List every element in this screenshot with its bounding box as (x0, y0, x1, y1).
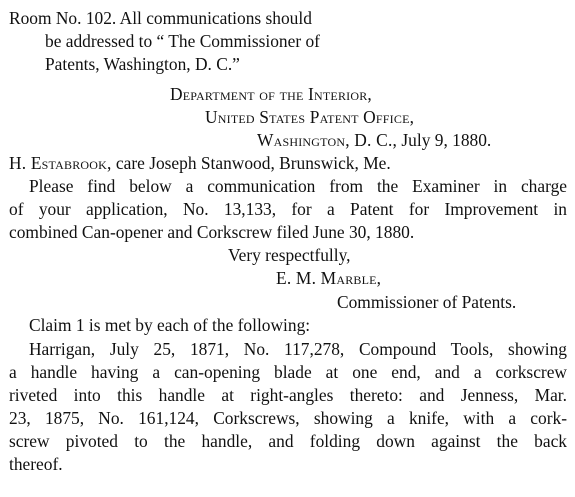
claim1-line-5: screw pivoted to the handle, and folding down against the back (9, 431, 567, 451)
letterhead-date: July 9, 1880. (401, 130, 492, 150)
letterhead-place-date (257, 130, 491, 150)
claim1-intro: Claim 1 is met by each of the following: (29, 315, 311, 335)
addressee (9, 153, 391, 173)
header-line-3: Patents, Washington, D. C.” (45, 54, 240, 74)
header-line-2: be addressed to “ The Commissioner of (45, 31, 320, 51)
addressee-rest: care Joseph Stanwood, Brunswick, Me. (115, 153, 391, 173)
closing-signer: E. M. Marble, (276, 268, 382, 288)
letterhead-department: Department of the Interior, (170, 84, 372, 104)
letterhead-place: Washington, D. C., (257, 130, 398, 150)
claim1-line-6: thereof. (9, 454, 63, 474)
claim1-line-2: a handle having a can-opening blade at one end, and a corkscrew (9, 362, 567, 382)
claim1-line-3: riveted into this handle at right-angles thereto: and Jenness, Mar. (9, 385, 567, 405)
body-line-3: combined Can-opener and Corkscrew filed June 30, 1880. (9, 222, 415, 242)
addressee-name: H. Estabrook, (9, 153, 112, 173)
body-line-1: Please find below a communication from the Examiner in charge (29, 176, 567, 196)
claim1-line-1: Harrigan, July 25, 1871, No. 117,278, Compound Tools, showing (29, 339, 567, 359)
closing-salutation: Very respectfully, (228, 245, 351, 265)
closing-title: Commissioner of Patents. (337, 292, 517, 312)
letterhead-office: United States Patent Office, (205, 107, 415, 127)
claim1-line-4: 23, 1875, No. 161,124, Corkscrews, showing a knife, with a cork- (9, 408, 567, 428)
body-line-2: of your application, No. 13,133, for a Patent for Improvement in (9, 199, 567, 219)
header-line-1: Room No. 102. All communications should (9, 8, 312, 28)
